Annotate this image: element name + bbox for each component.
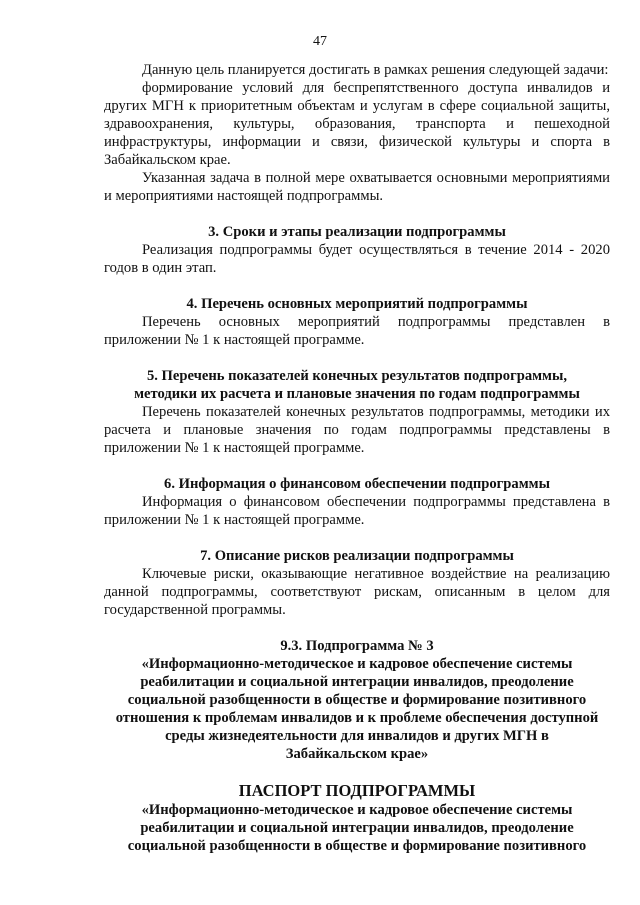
passport-title-line: реабилитации и социальной интеграции инвалидов, преодоление bbox=[140, 820, 574, 836]
section-3-text: Реализация подпрограммы будет осуществляться в течение 2014 - 2020 годов в один этап. bbox=[104, 242, 610, 276]
page-content bbox=[104, 61, 610, 855]
section-5-heading-line-2: методики их расчета и плановые значения по годам подпрограммы bbox=[134, 386, 580, 402]
intro-paragraph-1: Данную цель планируется достигать в рамках решения следующей задачи: bbox=[142, 62, 609, 78]
section-4-text: Перечень основных мероприятий подпрограммы представлен в приложении № 1 к настоящей программе. bbox=[104, 314, 610, 348]
section-3-heading: 3. Сроки и этапы реализации подпрограммы bbox=[208, 224, 506, 240]
intro-paragraph-3: Указанная задача в полной мере охватывается основными мероприятиями и мероприятиями настоящей подпрограммы. bbox=[104, 170, 610, 204]
section-7-text: Ключевые риски, оказывающие негативное воздействие на реализацию данной подпрограммы, соответствуют рискам, описанным в целом для государственной программы. bbox=[104, 566, 610, 618]
subprogram-number: 9.3. Подпрограмма № 3 bbox=[280, 638, 434, 654]
subprogram-title-line: социальной разобщенности в обществе и формирование позитивного bbox=[127, 692, 587, 708]
subprogram-title bbox=[104, 655, 610, 763]
section-6-heading: 6. Информация о финансовом обеспечении подпрограммы bbox=[164, 476, 550, 492]
subprogram-title-line: «Информационно-методическое и кадровое обеспечение системы bbox=[141, 656, 573, 672]
passport-title-line: социальной разобщенности в обществе и формирование позитивного bbox=[127, 838, 587, 854]
subprogram-title-line: среды жизнедеятельности для инвалидов и других МГН в bbox=[165, 728, 549, 744]
intro-paragraph-2: формирование условий для беспрепятственного доступа инвалидов и других МГН к приоритетным объектам и услугам в сфере социальной защиты, здравоохранения, культуры, образования, транспорта и пешеходной инфраструктуры, информации и связи, физической культуры и спорта в Забайкальском крае. bbox=[104, 80, 610, 168]
page-number: 47 bbox=[313, 34, 327, 49]
passport-title-line: «Информационно-методическое и кадровое обеспечение системы bbox=[141, 802, 573, 818]
section-4-heading: 4. Перечень основных мероприятий подпрограммы bbox=[186, 296, 528, 312]
section-7-heading: 7. Описание рисков реализации подпрограммы bbox=[200, 548, 514, 564]
section-6-text: Информация о финансовом обеспечении подпрограммы представлена в приложении № 1 к настоящей программе. bbox=[104, 494, 610, 528]
subprogram-title-line: Забайкальском крае» bbox=[285, 746, 429, 762]
subprogram-title-line: реабилитации и социальной интеграции инвалидов, преодоление bbox=[140, 674, 574, 690]
section-5-text: Перечень показателей конечных результатов подпрограммы, методики их расчета и плановые значения по годам подпрограммы представлены в приложении № 1 к настоящей программе. bbox=[104, 404, 610, 456]
section-5-heading-line-1: 5. Перечень показателей конечных результатов подпрограммы, bbox=[146, 368, 568, 384]
subprogram-title-line: отношения к проблемам инвалидов и к проблеме обеспечения доступной bbox=[115, 710, 599, 726]
passport-title bbox=[104, 801, 610, 855]
passport-heading: ПАСПОРТ ПОДПРОГРАММЫ bbox=[238, 781, 476, 800]
